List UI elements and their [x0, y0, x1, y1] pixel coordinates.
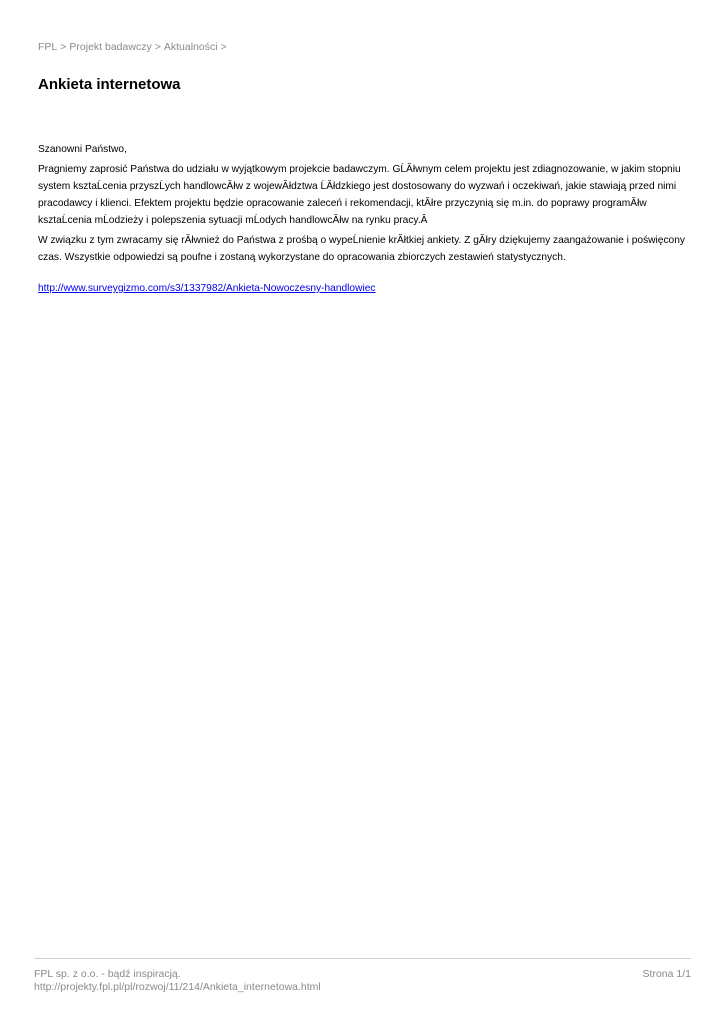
greeting: Szanowni Państwo,	[38, 144, 127, 155]
breadcrumb-item-aktualnosci[interactable]: Aktualności	[163, 41, 218, 53]
page-number: Strona 1/1	[642, 968, 691, 980]
footer-company: FPL sp. z o.o. - bądź inspiracją.	[34, 968, 181, 980]
footer-url: http://projekty.fpl.pl/pl/rozwoj/11/214/Ankieta_internetowa.html	[34, 980, 321, 993]
footer-divider	[34, 958, 691, 959]
breadcrumb-separator: >	[220, 41, 227, 53]
breadcrumb	[38, 41, 230, 53]
paragraph-invitation: Pragniemy zaprosić Państwa do udziału w wyjątkowym projekcie badawczym. GĹĂłwnym celem projektu jest zdiagnozowanie, w jakim stopniu system ksztaĹcenia przyszĹych handlowcĂłw z wojewĂłdztwa ĹĂłdzkiego jest dostosowany do wyzwań i oczekiwań, jakie stawiają przed nimi pracodawcy i klienci. Efektem projektu będzie opracowanie zaleceń i rekomendacji, ktĂłre przyczynią się m.in. do poprawy programĂłw ksztaĹcenia mĹodzieży i polepszenia sytuacji mĹodych handlowcĂłw na rynku pracy.Â	[38, 164, 681, 226]
article-body	[38, 141, 690, 297]
breadcrumb-item-fpl[interactable]: FPL	[38, 41, 58, 53]
paragraph-request: W związku z tym zwracamy się rĂłwnież do Państwa z prośbą o wypeĹnienie krĂłtkiej ankiety. Z gĂłry dziękujemy zaangażowanie i poświęcony czas. Wszystkie odpowiedzi są poufne i zostaną wykorzystane do opracowania zbiorczych zestawień statystycznych.	[38, 235, 685, 263]
breadcrumb-item-projekt-badawczy[interactable]: Projekt badawczy	[69, 41, 152, 53]
page-title: Ankieta internetowa	[38, 76, 181, 93]
breadcrumb-separator: >	[60, 41, 67, 53]
breadcrumb-separator: >	[154, 41, 161, 53]
survey-link[interactable]: http://www.surveygizmo.com/s3/1337982/Ankieta-Nowoczesny-handlowiec	[38, 283, 376, 294]
footer-info	[34, 968, 321, 993]
